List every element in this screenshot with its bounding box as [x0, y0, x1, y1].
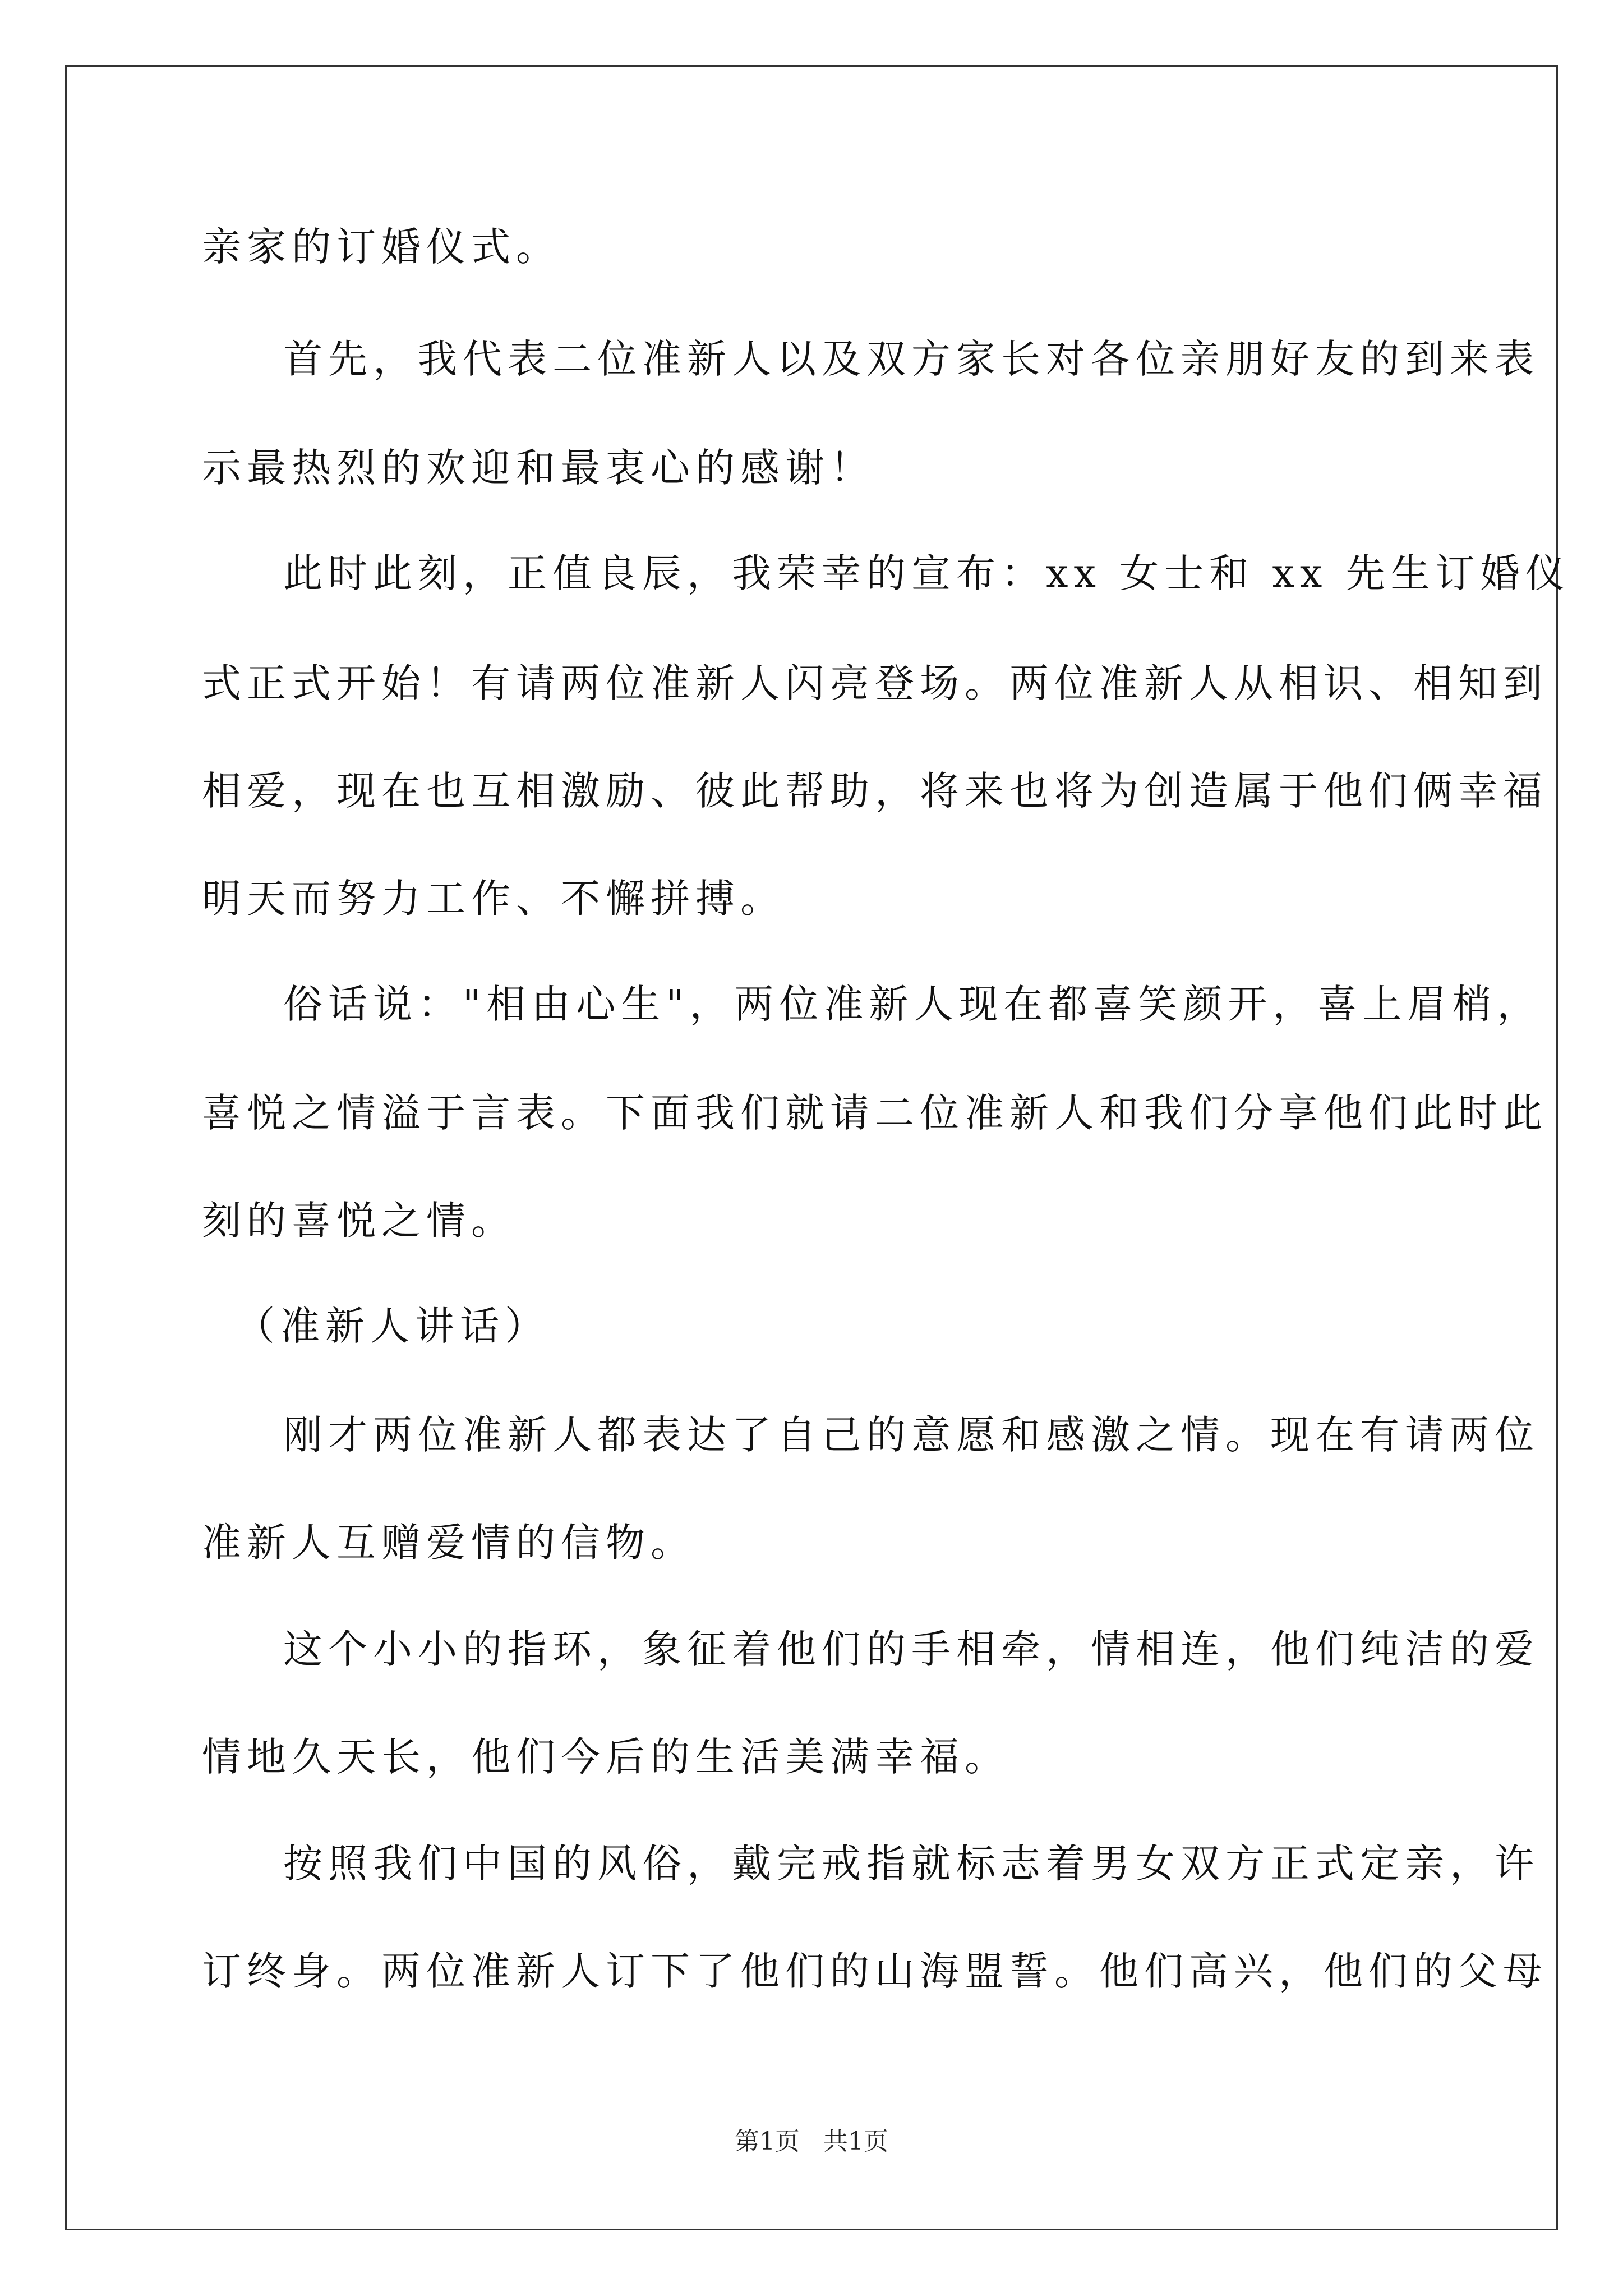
text-line: 准新人互赠爱情的信物。: [202, 1520, 695, 1566]
paragraph-start: 这个小小的指环，象征着他们的手相牵，情相连，他们纯洁的爱: [283, 1626, 1539, 1672]
text-line: 相爱，现在也互相激励、彼此帮助，将来也将为创造属于他们俩幸福: [202, 768, 1548, 814]
text-line: 情地久天长，他们今后的生活美满幸福。: [202, 1734, 1009, 1780]
text-line: 订终身。两位准新人订下了他们的山海盟誓。他们高兴，他们的父母: [202, 1948, 1548, 1994]
page-border: [65, 65, 1558, 2230]
text-line: 亲家的订婚仪式。: [202, 224, 561, 270]
text-line: 式正式开始！有请两位准新人闪亮登场。两位准新人从相识、相知到: [202, 660, 1548, 706]
page-total: 共1页: [823, 2127, 888, 2156]
paragraph-start: （准新人讲话）: [236, 1303, 550, 1349]
page-number: 第1页: [735, 2127, 800, 2156]
text-line: 示最热烈的欢迎和最衷心的感谢！: [202, 445, 875, 491]
paragraph-start: 此时此刻，正值良辰，我荣幸的宣布：xx 女士和 xx 先生订婚仪: [283, 550, 1570, 596]
page-footer: [0, 2125, 1623, 2159]
paragraph-start: 按照我们中国的风俗，戴完戒指就标志着男女双方正式定亲，许: [283, 1841, 1539, 1887]
paragraph-start: 俗话说："相由心生"，两位准新人现在都喜笑颜开，喜上眉梢，: [283, 981, 1542, 1027]
paragraph-start: 刚才两位准新人都表达了自己的意愿和感激之情。现在有请两位: [283, 1412, 1539, 1458]
text-line: 刻的喜悦之情。: [202, 1198, 516, 1244]
text-line: 明天而努力工作、不懈拼搏。: [202, 876, 785, 922]
paragraph-start: 首先，我代表二位准新人以及双方家长对各位亲朋好友的到来表: [283, 336, 1539, 382]
text-line: 喜悦之情溢于言表。下面我们就请二位准新人和我们分享他们此时此: [202, 1090, 1548, 1136]
